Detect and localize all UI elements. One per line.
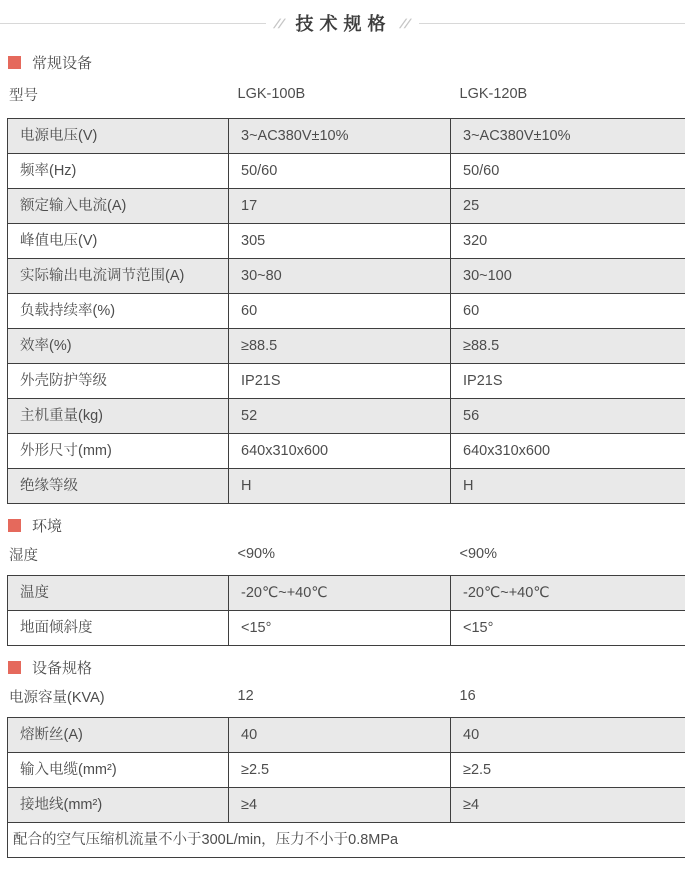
row-label: 温度 — [20, 584, 49, 601]
table-row — [8, 787, 685, 822]
row-value-2: 56 — [450, 399, 685, 433]
table-row — [8, 328, 685, 363]
spec-table — [7, 118, 685, 504]
row-label: 频率(Hz) — [20, 162, 77, 179]
row-label: 接地线(mm²) — [20, 796, 103, 813]
table-row — [8, 752, 685, 787]
table-row — [8, 293, 685, 328]
row-label: 外壳防护等级 — [20, 372, 107, 389]
lead-row-value-2: <90% — [459, 546, 497, 562]
row-value-1: 40 — [228, 718, 450, 752]
row-label: 地面倾斜度 — [20, 619, 93, 636]
section-title: 环境 — [32, 517, 63, 535]
row-label: 额定输入电流(A) — [20, 197, 127, 214]
table-row — [8, 188, 685, 223]
row-label: 电源电压(V) — [20, 127, 98, 144]
row-value-1: 60 — [228, 294, 450, 328]
row-value-2: 40 — [450, 718, 685, 752]
row-value-1: <15° — [228, 611, 450, 645]
row-label: 效率(%) — [20, 337, 72, 354]
row-value-1: 30~80 — [228, 259, 450, 293]
row-label: 峰值电压(V) — [20, 232, 98, 249]
table-note-row — [8, 822, 685, 857]
lead-row — [7, 70, 685, 118]
row-value-2: ≥4 — [450, 788, 685, 822]
section-title: 常规设备 — [32, 54, 93, 72]
table-row — [8, 223, 685, 258]
page-header — [0, 0, 685, 46]
table-row — [8, 153, 685, 188]
row-value-2: -20℃~+40℃ — [450, 576, 685, 610]
table-row — [8, 718, 685, 752]
row-value-1: ≥2.5 — [228, 753, 450, 787]
row-value-2: ≥2.5 — [450, 753, 685, 787]
section-marker-icon — [8, 519, 21, 532]
spec-table — [7, 575, 685, 646]
row-value-1: -20℃~+40℃ — [228, 576, 450, 610]
row-label: 绝缘等级 — [20, 477, 78, 494]
lead-row-value-1: LGK-100B — [237, 86, 306, 102]
row-value-2: 640x310x600 — [450, 434, 685, 468]
row-value-2: 25 — [450, 189, 685, 223]
row-value-1: 50/60 — [228, 154, 450, 188]
lead-row-value-1: 12 — [237, 688, 254, 704]
row-value-1: H — [228, 469, 450, 503]
section-marker-icon — [8, 661, 21, 674]
lead-row-label: 型号 — [9, 87, 38, 104]
spec-sections — [0, 54, 685, 858]
row-value-1: 17 — [228, 189, 450, 223]
row-value-2: IP21S — [450, 364, 685, 398]
row-label: 熔断丝(A) — [20, 726, 83, 743]
row-value-2: 30~100 — [450, 259, 685, 293]
row-value-2: 320 — [450, 224, 685, 258]
table-row — [8, 258, 685, 293]
row-value-2: 60 — [450, 294, 685, 328]
row-value-2: ≥88.5 — [450, 329, 685, 363]
table-row — [8, 433, 685, 468]
section-header — [7, 54, 685, 70]
row-label: 外形尺寸(mm) — [20, 442, 112, 459]
table-row — [8, 363, 685, 398]
lead-row — [7, 533, 685, 575]
row-label: 实际输出电流调节范围(A) — [20, 267, 185, 284]
row-value-1: ≥4 — [228, 788, 450, 822]
section-marker-icon — [8, 56, 21, 69]
spec-section — [7, 659, 685, 858]
section-header — [7, 659, 685, 675]
row-value-2: 50/60 — [450, 154, 685, 188]
table-row — [8, 610, 685, 645]
row-label: 负载持续率(%) — [20, 302, 116, 319]
row-label: 输入电缆(mm²) — [20, 761, 117, 778]
row-value-1: 3~AC380V±10% — [228, 119, 450, 153]
row-label: 主机重量(kg) — [20, 407, 103, 424]
lead-row-value-1: <90% — [237, 546, 275, 562]
lead-row-label: 电源容量(KVA) — [9, 689, 105, 706]
lead-row-value-2: 16 — [459, 688, 476, 704]
spec-section — [7, 517, 685, 646]
spec-section — [7, 54, 685, 504]
title-rule-right — [419, 23, 685, 24]
row-value-1: 305 — [228, 224, 450, 258]
title-rule-left — [0, 23, 266, 24]
table-row — [8, 468, 685, 503]
spec-table — [7, 717, 685, 858]
row-value-1: 640x310x600 — [228, 434, 450, 468]
table-row — [8, 398, 685, 433]
row-value-2: <15° — [450, 611, 685, 645]
row-value-1: ≥88.5 — [228, 329, 450, 363]
double-slash-icon: // — [398, 15, 413, 31]
lead-row — [7, 675, 685, 717]
page-title: 技术规格 — [295, 14, 392, 34]
row-value-2: 3~AC380V±10% — [450, 119, 685, 153]
table-note-text: 配合的空气压缩机流量不小于300L/min，压力不小于0.8MPa — [13, 831, 399, 848]
lead-row-value-2: LGK-120B — [459, 86, 528, 102]
table-row — [8, 119, 685, 153]
lead-row-label: 湿度 — [9, 547, 38, 564]
row-value-1: IP21S — [228, 364, 450, 398]
row-value-2: H — [450, 469, 685, 503]
double-slash-icon: // — [272, 15, 287, 31]
table-row — [8, 576, 685, 610]
row-value-1: 52 — [228, 399, 450, 433]
section-header — [7, 517, 685, 533]
section-title: 设备规格 — [32, 659, 93, 677]
